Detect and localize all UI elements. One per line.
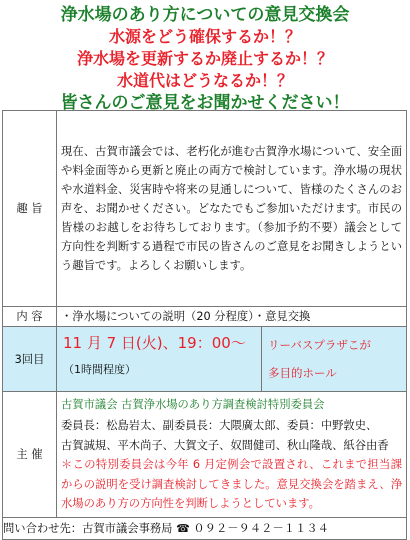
content-label: 内 容 — [3, 307, 57, 327]
event-info-table — [2, 110, 407, 540]
venue-name: リーバスプラザこが — [268, 338, 371, 352]
contact-cell — [3, 517, 407, 539]
headline-plant-renewal: 浄水場を更新するか廃止するか！？ — [76, 49, 333, 68]
contact-row — [3, 517, 407, 539]
third-session-venue — [262, 327, 406, 391]
host-members-line2: 古賀誠規、平木尚子、大賀文子、奴間健司、秋山隆哉、紙谷由香 — [61, 438, 389, 452]
third-session-row — [3, 327, 407, 392]
headline-water-bill: 水道代はどうなるか！？ — [116, 71, 293, 90]
host-note: ＊この特別委員会は今年 6 月定例会で設置され、これまで担当課からの説明を受け調査検討してきました。意見交換会を踏まえ、浄水場のあり方の方向性を判断しようとしています。 — [61, 458, 402, 510]
purpose-row — [3, 111, 407, 307]
third-session-duration: （1時間程度） — [63, 363, 136, 376]
headline-water-source: 水源をどう確保するか！？ — [108, 27, 301, 46]
purpose-text: 現在、古賀市議会では、老朽化が進む古賀浄水場について、安全面や料金面等から更新と廃止の両方で検討しています。浄水場の現状や水道料金、災害時や将来の見通しについて、皆様のたくさんのお声を、お聞かせください。どなたでもご参加いただけます。市民の皆様のお越しをお待ちしております。（参加予約不要）議会として方向性を判断する過程で市民の皆さんのご意見をお聞きしようという趣旨です。よろしくお願いします。 — [57, 111, 407, 307]
host-details — [57, 392, 407, 518]
third-session-label: 3回目 — [3, 327, 57, 392]
venue-room: 多目的ホール — [268, 366, 337, 380]
headline-call-for-opinions: 皆さんのご意見をお聞かせください！ — [60, 93, 350, 113]
content-row — [3, 307, 407, 327]
host-row — [3, 392, 407, 518]
host-committee-name: 古賀市議会 古賀浄水場のあり方調査検討特別委員会 — [61, 398, 325, 411]
content-text: ・浄水場についての説明（20 分程度）・意見交換 — [57, 307, 407, 327]
event-title: 浄水場のあり方についての意見交換会 — [60, 5, 350, 25]
host-members-line1: 委員長：松島岩太、副委員長：大隈廣太郎、委員：中野敦史、 — [61, 419, 378, 432]
third-session-time-block — [57, 327, 262, 391]
host-label: 主 催 — [3, 392, 57, 518]
contact-label: 問い合わせ先：古賀市議会事務局 — [3, 521, 173, 535]
third-session-date: 11 月 7 日(火)、19：00～ — [63, 334, 246, 352]
flyer-header — [0, 0, 410, 113]
contact-phone: ０９２－９４２－１１３４ — [193, 521, 329, 535]
purpose-label: 趣 旨 — [3, 111, 57, 307]
phone-icon: ☎ — [176, 521, 190, 535]
third-session-details — [57, 327, 407, 392]
